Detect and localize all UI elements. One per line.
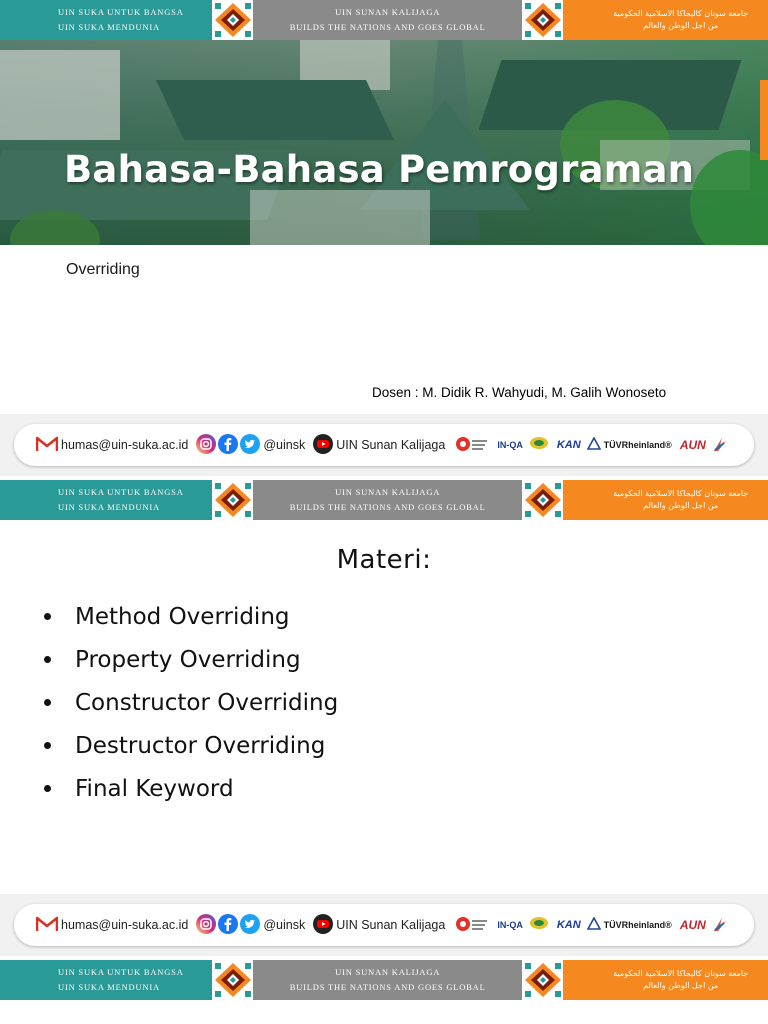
list-item-label: Property Overriding — [75, 646, 301, 673]
header-arabic-line2: من اجل الوطن والعالم — [643, 981, 719, 990]
aun-logo: AUN — [679, 918, 706, 932]
header-arabic-line1: جامعة سونان كاليجاكا الاسلامية الحكومية — [613, 9, 749, 18]
orange-accent-strip — [760, 80, 768, 160]
list-item — [44, 638, 338, 681]
inqa-logo: IN-QA — [497, 440, 523, 450]
header-orange-segment — [563, 480, 768, 520]
twitter-icon[interactable] — [240, 434, 260, 457]
header-teal-segment — [0, 480, 212, 520]
hero-banner — [0, 40, 768, 245]
list-item — [44, 767, 338, 810]
contact-footer — [0, 894, 768, 956]
batik-motif-icon — [522, 0, 563, 40]
header-teal-line2: UIN SUKA MENDUNIA — [58, 22, 160, 32]
bullet-icon — [44, 699, 51, 706]
flame-logo-icon — [712, 915, 728, 936]
header-grey-segment — [253, 480, 522, 520]
lecturer-names: Dosen : M. Didik R. Wahyudi, M. Galih Wonoseto — [372, 385, 667, 400]
list-item-label: Method Overriding — [75, 603, 290, 630]
tuv-logo: TÜVRheinland® — [603, 920, 672, 930]
youtube-icon[interactable] — [313, 914, 333, 937]
facebook-icon[interactable] — [218, 434, 238, 457]
batik-motif-icon — [522, 480, 563, 520]
list-item-label: Destructor Overriding — [75, 732, 326, 759]
materi-list — [44, 595, 338, 810]
twitter-icon[interactable] — [240, 914, 260, 937]
aun-logo: AUN — [679, 438, 706, 452]
instagram-icon[interactable] — [196, 914, 216, 937]
facebook-icon[interactable] — [218, 914, 238, 937]
batik-motif-icon — [212, 0, 253, 40]
header-arabic-line2: من اجل الوطن والعالم — [643, 21, 719, 30]
badge-logo-icon — [529, 435, 549, 456]
gmail-icon — [36, 916, 58, 935]
bullet-icon — [44, 785, 51, 792]
slide-title: Bahasa-Bahasa Pemrograman — [64, 148, 695, 191]
list-item — [44, 595, 338, 638]
header-arabic-line1: جامعة سونان كاليجاكا الاسلامية الحكومية — [613, 489, 749, 498]
header-grey-line2: BUILDS THE NATIONS AND GOES GLOBAL — [289, 22, 486, 32]
inqa-logo: IN-QA — [497, 920, 523, 930]
header-teal-segment — [0, 960, 212, 1000]
bullet-icon — [44, 742, 51, 749]
contact-pill — [14, 904, 754, 946]
kan-logo: KAN — [556, 919, 581, 931]
campus-building — [0, 50, 120, 140]
header-arabic-line2: من اجل الوطن والعالم — [643, 501, 719, 510]
youtube-icon[interactable] — [313, 434, 333, 457]
list-item-label: Constructor Overriding — [75, 689, 339, 716]
badge-logo-icon — [529, 915, 549, 936]
header-grey-line2: BUILDS THE NATIONS AND GOES GLOBAL — [289, 502, 486, 512]
tuv-logo: TÜVRheinland® — [603, 440, 672, 450]
slide-subtitle: Overriding — [66, 261, 140, 278]
flame-logo-icon — [712, 435, 728, 456]
bullet-icon — [44, 656, 51, 663]
instagram-icon[interactable] — [196, 434, 216, 457]
contact-pill — [14, 424, 754, 466]
contact-email[interactable]: humas@uin-suka.ac.id — [61, 438, 189, 452]
header-grey-line2: BUILDS THE NATIONS AND GOES GLOBAL — [289, 982, 486, 992]
tuv-triangle-icon — [587, 437, 601, 453]
header-bar — [0, 0, 768, 40]
header-orange-segment — [563, 0, 768, 40]
bullet-icon — [44, 613, 51, 620]
header-grey-line1: UIN SUNAN KALIJAGA — [335, 7, 441, 17]
header-teal-line2: UIN SUKA MENDUNIA — [58, 982, 160, 992]
header-teal-line1: UIN SUKA UNTUK BANGSA — [58, 967, 184, 977]
youtube-channel[interactable]: UIN Sunan Kalijaga — [336, 438, 446, 452]
contact-email[interactable]: humas@uin-suka.ac.id — [61, 918, 189, 932]
seal-logo-icon — [455, 435, 489, 456]
header-teal-segment — [0, 0, 212, 40]
list-item-label: Final Keyword — [75, 775, 234, 802]
campus-roof — [156, 80, 394, 140]
header-grey-line1: UIN SUNAN KALIJAGA — [335, 967, 441, 977]
header-grey-segment — [253, 0, 522, 40]
header-orange-segment — [563, 960, 768, 1000]
batik-motif-icon — [522, 960, 563, 1000]
tuv-triangle-icon — [587, 917, 601, 933]
contact-footer — [0, 414, 768, 476]
gmail-icon — [36, 436, 58, 455]
list-item — [44, 724, 338, 767]
header-bar — [0, 480, 768, 520]
batik-motif-icon — [212, 960, 253, 1000]
header-teal-line1: UIN SUKA UNTUK BANGSA — [58, 487, 184, 497]
header-teal-line1: UIN SUKA UNTUK BANGSA — [58, 7, 184, 17]
header-teal-line2: UIN SUKA MENDUNIA — [58, 502, 160, 512]
header-grey-line1: UIN SUNAN KALIJAGA — [335, 487, 441, 497]
header-bar — [0, 960, 768, 1000]
campus-building — [250, 190, 430, 245]
youtube-channel[interactable]: UIN Sunan Kalijaga — [336, 918, 446, 932]
header-arabic-line1: جامعة سونان كاليجاكا الاسلامية الحكومية — [613, 969, 749, 978]
materi-heading: Materi: — [336, 545, 432, 575]
social-handle[interactable]: @uinsk — [263, 918, 306, 932]
header-grey-segment — [253, 960, 522, 1000]
seal-logo-icon — [455, 915, 489, 936]
list-item — [44, 681, 338, 724]
batik-motif-icon — [212, 480, 253, 520]
kan-logo: KAN — [556, 439, 581, 451]
social-handle[interactable]: @uinsk — [263, 438, 306, 452]
